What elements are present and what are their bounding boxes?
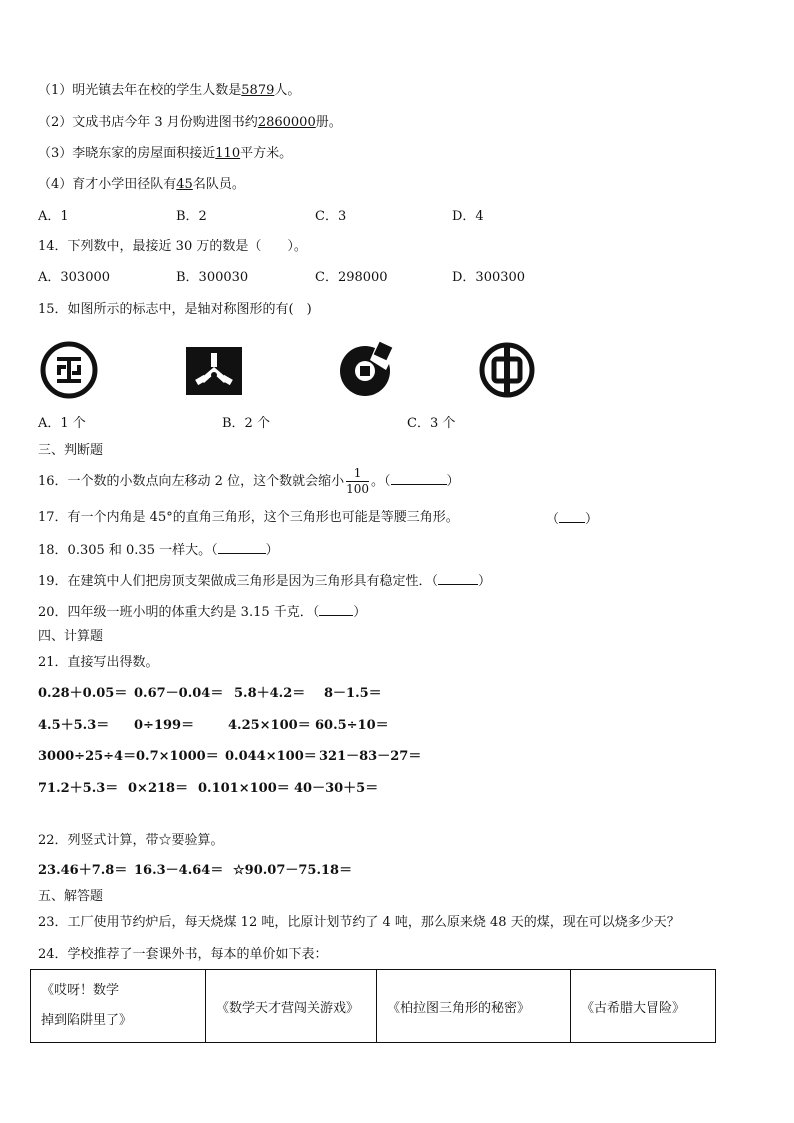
q19-paren-close: ） bbox=[478, 574, 492, 589]
q13-item-unit: 名队员。 bbox=[192, 177, 245, 192]
vertical-calc-item: 23.46＋7.8＝ bbox=[38, 863, 128, 878]
q21-stem: 21．直接写出得数。 bbox=[38, 655, 159, 670]
q13-item-number: 110 bbox=[215, 146, 241, 161]
q19 bbox=[38, 571, 491, 591]
calc-item: 4.5＋5.3＝ bbox=[38, 718, 110, 733]
answer-blank[interactable] bbox=[218, 540, 266, 554]
q17-paren-open: （ bbox=[546, 512, 560, 527]
q13-item-unit: 平方米。 bbox=[240, 146, 293, 161]
q19-text: 19．在建筑中人们把房顶支架做成三角形是因为三角形具有稳定性．（ bbox=[38, 574, 439, 589]
q20 bbox=[38, 602, 366, 622]
answer-blank[interactable] bbox=[391, 471, 447, 485]
vertical-calc-item: ☆90.07－75.18＝ bbox=[233, 863, 353, 878]
q13-item-number: 45 bbox=[176, 177, 193, 192]
q17 bbox=[38, 509, 459, 527]
book-title-line: 《哎呀！数学 bbox=[41, 983, 120, 998]
q24-stem: 24．学校推荐了一套课外书，每本的单价如下表： bbox=[38, 947, 328, 962]
q14-option-b[interactable]: B．300030 bbox=[176, 270, 249, 285]
calc-item: 60.5÷10＝ bbox=[315, 718, 389, 733]
calc-item: 0.101×100＝ bbox=[198, 781, 290, 796]
q13-item-1 bbox=[38, 82, 300, 100]
q13-item-number: 5879 bbox=[241, 83, 275, 98]
q14-option-a[interactable]: A．303000 bbox=[38, 270, 111, 285]
answer-blank[interactable] bbox=[438, 571, 478, 585]
calc-item: 5.8＋4.2＝ bbox=[234, 686, 306, 701]
q20-paren-close: ） bbox=[353, 605, 367, 620]
q13-item-number: 2860000 bbox=[257, 115, 316, 130]
calc-item: 40－30＋5＝ bbox=[294, 781, 379, 796]
table-cell: 《柏拉图三角形的秘密》 bbox=[377, 970, 571, 1043]
answer-blank[interactable] bbox=[559, 509, 585, 523]
calc-item: 8－1.5＝ bbox=[324, 686, 382, 701]
q22-stem: 22．列竖式计算，带☆要验算。 bbox=[38, 833, 224, 848]
calc-item: 0.7×1000＝ bbox=[136, 749, 219, 764]
q15-option-b[interactable]: B．2 个 bbox=[222, 416, 270, 431]
calc-item: 0.28＋0.05＝ bbox=[38, 686, 128, 701]
table-row bbox=[31, 970, 716, 1043]
section-heading-calculation: 四、计算题 bbox=[38, 629, 104, 644]
calc-item: 0.044×100＝ bbox=[225, 749, 317, 764]
section-heading-word-problems: 五、解答题 bbox=[38, 889, 104, 904]
fraction-numerator: 1 bbox=[346, 466, 369, 482]
q18 bbox=[38, 540, 279, 560]
calc-item: 321－83－27＝ bbox=[319, 749, 422, 764]
book-title-line: 掉到陷阱里了》 bbox=[41, 1013, 133, 1028]
q13-item-text: （4）育才小学田径队有 bbox=[38, 177, 177, 192]
calc-item: 0÷199＝ bbox=[134, 718, 195, 733]
q13-item-text: （1）明光镇去年在校的学生人数是 bbox=[38, 83, 242, 98]
section-heading-judgment: 三、判断题 bbox=[38, 443, 104, 458]
q17-paren-close: ） bbox=[585, 512, 599, 527]
calc-item: 0.67－0.04＝ bbox=[134, 686, 224, 701]
table-cell: 《数学天才营闯关游戏》 bbox=[206, 970, 377, 1043]
q20-text: 20．四年级一班小明的体重大约是 3.15 千克．（ bbox=[38, 605, 320, 620]
q13-option-c[interactable]: C．3 bbox=[315, 209, 347, 224]
q15-stem: 15．如图所示的标志中，是轴对称图形的有( ) bbox=[38, 302, 312, 317]
q13-item-text: （3）李晓东家的房屋面积接近 bbox=[38, 146, 216, 161]
q13-item-text: （2）文成书店今年 3 月份购进图书约 bbox=[38, 115, 258, 130]
fraction bbox=[346, 466, 369, 497]
q14-option-c[interactable]: C．298000 bbox=[315, 270, 388, 285]
book-price-table bbox=[30, 969, 716, 1043]
table-cell: 《古希腊大冒险》 bbox=[571, 970, 716, 1043]
bank-logo-coin-icon bbox=[336, 340, 398, 398]
q18-text: 18．0.305 和 0.35 一样大。（ bbox=[38, 543, 218, 558]
q15-option-c[interactable]: C．3 个 bbox=[407, 416, 456, 431]
q13-item-unit: 人。 bbox=[274, 83, 301, 98]
q16-text: 16．一个数的小数点向左移动 2 位，这个数就会缩小 bbox=[38, 474, 345, 489]
q14-stem: 14．下列数中，最接近 30 万的数是（ ）。 bbox=[38, 239, 307, 254]
bank-logo-zhong-icon bbox=[478, 341, 536, 399]
q13-item-2 bbox=[38, 114, 342, 132]
q13-item-3 bbox=[38, 145, 292, 163]
q13-option-d[interactable]: D．4 bbox=[452, 209, 484, 224]
vertical-calc-item: 16.3－4.64＝ bbox=[134, 863, 224, 878]
bank-logo-square-icon bbox=[186, 347, 242, 395]
q17-answer bbox=[546, 509, 598, 529]
q14-option-d[interactable]: D．300300 bbox=[452, 270, 526, 285]
q13-option-a[interactable]: A．1 bbox=[38, 209, 69, 224]
q18-paren-close: ） bbox=[265, 543, 279, 558]
q17-text: 17．有一个内角是 45°的直角三角形，这个三角形也可能是等腰三角形。 bbox=[38, 510, 459, 525]
q16 bbox=[38, 466, 460, 497]
table-cell bbox=[31, 970, 206, 1043]
q23: 23．工厂使用节约炉后，每天烧煤 12 吨，比原计划节约了 4 吨，那么原来烧 48 天的煤，现在可以烧多少天？ bbox=[38, 915, 680, 930]
q16-paren-close: ） bbox=[446, 474, 460, 489]
q15-option-a[interactable]: A．1 个 bbox=[38, 416, 86, 431]
fraction-denominator: 100 bbox=[346, 482, 369, 496]
bank-logo-circle-icon bbox=[38, 341, 100, 399]
calc-item: 0×218＝ bbox=[128, 781, 189, 796]
answer-blank[interactable] bbox=[319, 602, 353, 616]
q13-item-4 bbox=[38, 176, 245, 194]
q16-paren-open: 。（ bbox=[370, 474, 391, 489]
calc-item: 3000÷25÷4＝ bbox=[38, 749, 137, 764]
q13-item-unit: 册。 bbox=[315, 115, 342, 130]
calc-item: 4.25×100＝ bbox=[228, 718, 311, 733]
q13-option-b[interactable]: B．2 bbox=[176, 209, 207, 224]
calc-item: 71.2＋5.3＝ bbox=[38, 781, 119, 796]
